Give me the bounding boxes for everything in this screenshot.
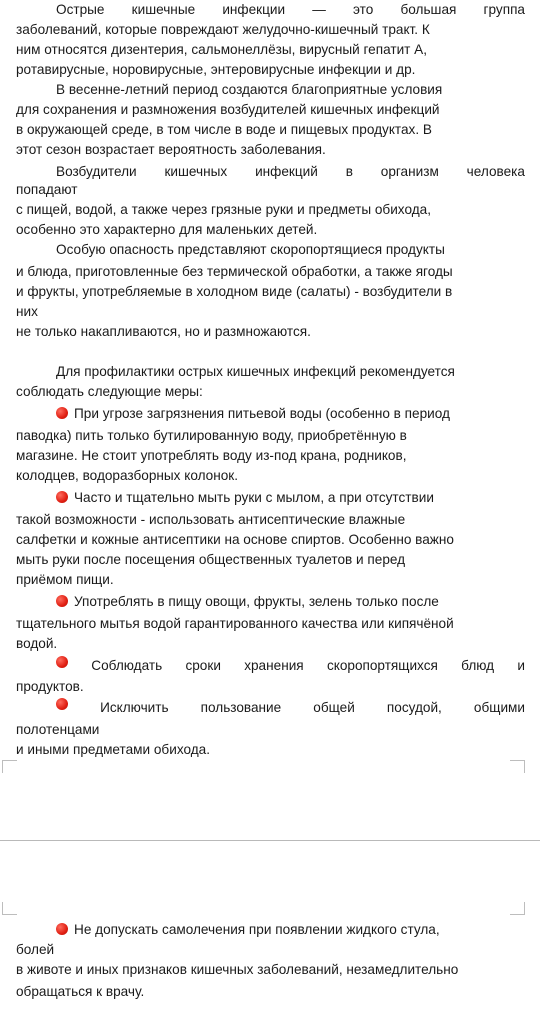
text-line: заболеваний, которые повреждают желудочно-кишечный тракт. К — [16, 22, 430, 37]
page-margin-corner — [510, 760, 525, 773]
page-margin-corner — [2, 760, 17, 773]
red-circle-icon — [56, 595, 68, 607]
word: большая — [400, 2, 457, 17]
bullet-item — [56, 592, 439, 612]
text-line: тщательного мытья водой гарантированного качества или кипячёной — [16, 616, 454, 631]
word: посудой, — [386, 700, 442, 715]
red-circle-icon — [56, 407, 68, 419]
text-line: колодцев, водоразборных колонок. — [16, 468, 239, 483]
text-line: с пищей, водой, а также через грязные руки и предметы обихода, — [16, 202, 431, 217]
text-line: салфетки и кожные антисептики на основе спиртов. Особенно важно — [16, 532, 454, 547]
word: скоропортящихся — [326, 658, 438, 673]
text-line: не только накапливаются, но и размножаются. — [16, 324, 311, 339]
word: группа — [483, 2, 525, 17]
text-line: ротавирусные, норовирусные, энтеровирусные инфекции и др. — [16, 62, 416, 77]
text-line: этот сезон возрастает вероятность заболевания. — [16, 142, 326, 157]
text-line: болей — [16, 942, 55, 957]
word: в — [345, 164, 353, 179]
text-line: попадают — [16, 182, 78, 197]
text-line: такой возможности - использовать антисептические влажные — [16, 512, 406, 527]
word: — — [312, 2, 326, 17]
word: инфекции — [222, 2, 286, 17]
text-line: ним относятся дизентерия, сальмонеллёзы, вирусный гепатит А, — [16, 42, 428, 57]
page-margin-corner — [510, 902, 525, 915]
text-line: Особую опасность представляют скоропортящиеся продукты — [56, 242, 445, 257]
page-break-divider — [0, 840, 540, 841]
bullet-item — [56, 920, 440, 940]
page-margin-corner — [2, 902, 17, 915]
red-circle-icon — [56, 698, 68, 710]
text-line: водой. — [16, 636, 58, 651]
text-line: обращаться к врачу. — [16, 984, 145, 999]
text-line — [56, 162, 525, 182]
word: блюд — [461, 658, 495, 673]
red-circle-icon — [56, 923, 68, 935]
bullet-text: При угрозе загрязнения питьевой воды (особенно в период — [74, 406, 450, 421]
text-line: и фрукты, употребляемые в холодном виде (салаты) - возбудители в — [16, 284, 453, 299]
text-line: приёмом пищи. — [16, 572, 114, 587]
document-page-2 — [0, 900, 540, 1025]
text-line: продуктов. — [16, 679, 84, 694]
word: общей — [313, 700, 355, 715]
word: кишечные — [131, 2, 196, 17]
bullet-text: Не допускать самолечения при появлении жидкого стула, — [74, 922, 440, 937]
word: Соблюдать — [91, 658, 163, 673]
bullet-item — [56, 698, 525, 718]
text-line: в окружающей среде, в том числе в воде и пищевых продуктах. В — [16, 122, 432, 137]
red-circle-icon — [56, 656, 68, 668]
text-line — [56, 0, 525, 20]
text-line: полотенцами — [16, 722, 100, 737]
text-line: паводка) пить только бутилированную воду, приобретённую в — [16, 428, 407, 443]
word: пользование — [200, 700, 282, 715]
word: Исключить — [100, 700, 169, 715]
red-circle-icon — [56, 491, 68, 503]
text-line: и блюда, приготовленные без термической обработки, а также ягоды — [16, 264, 453, 279]
text-line: особенно это характерно для маленьких детей. — [16, 222, 318, 237]
word: хранения — [244, 658, 304, 673]
text-line: мыть руки после посещения общественных туалетов и перед — [16, 552, 406, 567]
text-line: Для профилактики острых кишечных инфекций рекомендуется — [56, 364, 455, 379]
word: кишечных — [164, 164, 228, 179]
text-line: В весенне-летний период создаются благоприятные условия — [56, 82, 443, 97]
bullet-item — [56, 656, 525, 676]
text-line: в животе и иных признаков кишечных заболеваний, незамедлительно — [16, 962, 459, 977]
word: сроки — [185, 658, 221, 673]
bullet-item — [56, 488, 434, 508]
text-line: и иными предметами обихода. — [16, 742, 210, 757]
bullet-item — [56, 404, 450, 424]
word: общими — [473, 700, 525, 715]
text-line: соблюдать следующие меры: — [16, 384, 203, 399]
word: человека — [466, 164, 525, 179]
text-line: них — [16, 304, 38, 319]
word: инфекций — [255, 164, 318, 179]
text-line: магазине. Не стоит употреблять воду из-под крана, родников, — [16, 448, 407, 463]
word: Возбудители — [56, 164, 137, 179]
word: и — [517, 658, 525, 673]
word: Острые — [56, 2, 105, 17]
text-line: для сохранения и размножения возбудителей кишечных инфекций — [16, 102, 440, 117]
word: это — [353, 2, 374, 17]
bullet-text: Употреблять в пищу овощи, фрукты, зелень только после — [74, 594, 439, 609]
bullet-text: Часто и тщательно мыть руки с мылом, а при отсутствии — [74, 490, 434, 505]
word: организм — [380, 164, 439, 179]
